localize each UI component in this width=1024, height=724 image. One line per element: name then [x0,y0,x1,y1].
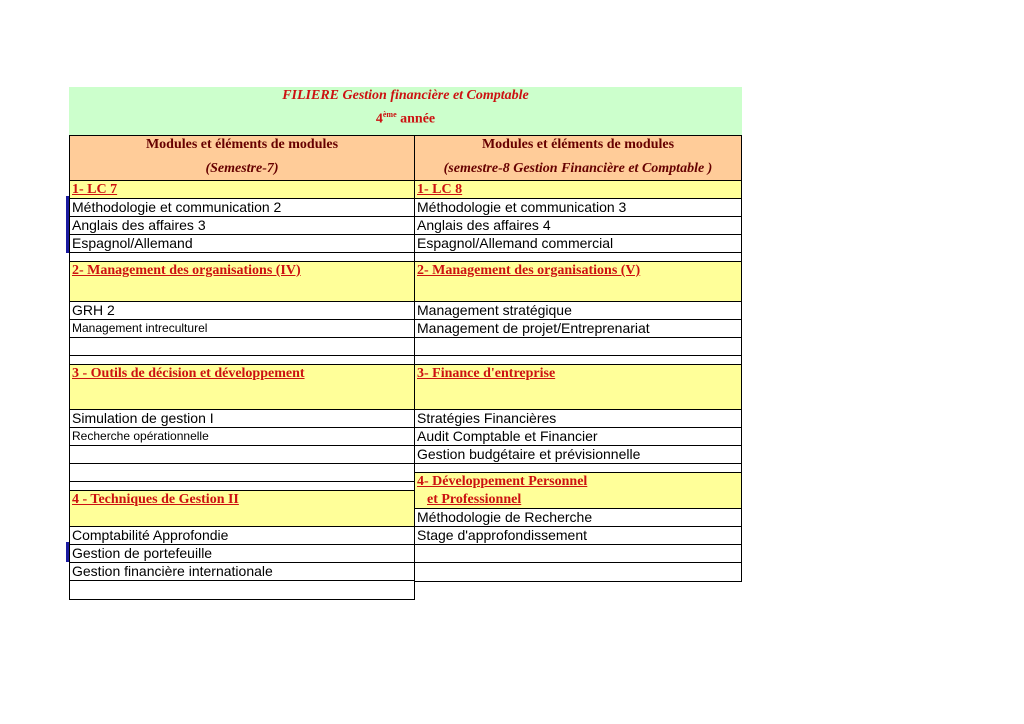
section-title-line2: et Professionnel [427,492,522,507]
module-item: Simulation de gestion I [70,410,414,428]
module-item: Gestion budgétaire et prévisionnelle [415,446,741,464]
right-header [415,136,741,181]
module-item: Méthodologie et communication 3 [415,199,741,217]
module-item: Espagnol/Allemand commercial [415,235,741,253]
left-header [70,136,414,181]
year-superscript: ème [382,110,397,119]
module-item: Méthodologie et communication 2 [70,199,414,217]
year-word: année [400,111,436,127]
spacer-row [70,356,414,365]
module-item: Management de projet/Entreprenariat [415,320,741,338]
right-header-line1: Modules et éléments de modules [481,137,675,152]
section-title-line1: 4- Développement Personnel [417,474,588,489]
right-header-line2: (semestre-8 Gestion Financière et Comptable ) [443,161,713,176]
module-item [415,545,741,563]
module-item [70,581,414,599]
module-item: Gestion financière internationale [70,563,414,581]
module-item: Management intreculturel [70,320,414,338]
section-title: 1- LC 7 [70,181,414,199]
section-title: 3- Finance d'entreprise [415,365,741,410]
module-item: Recherche opérationnelle [70,428,414,446]
spacer-row [70,253,414,262]
title-band [69,87,742,135]
left-header-line1: Modules et éléments de modules [145,137,339,152]
spacer-row [415,356,741,365]
module-item [70,446,414,464]
section-title [415,473,741,509]
spacer-row [415,464,741,473]
section-title: 4 - Techniques de Gestion II [70,491,414,527]
module-item: Stratégies Financières [415,410,741,428]
selection-marker [66,542,69,562]
module-item [70,338,414,356]
module-item: Espagnol/Allemand [70,235,414,253]
filiere-title: FILIERE Gestion financière et Comptable [282,88,529,103]
module-item: Anglais des affaires 4 [415,217,741,235]
section-title: 1- LC 8 [415,181,741,199]
module-item: Comptabilité Approfondie [70,527,414,545]
left-header-line2: (Semestre-7) [205,161,279,176]
semester-8-column [414,135,742,582]
semester-7-column [69,135,415,600]
module-item: Audit Comptable et Financier [415,428,741,446]
year-title [69,110,742,128]
section-title: 3 - Outils de décision et développement [70,365,414,410]
spacer-row [70,482,414,491]
spacer-row [415,253,741,262]
module-item [415,563,741,581]
module-item [415,338,741,356]
module-item: Stage d'approfondissement [415,527,741,545]
blank-row [70,464,414,482]
module-item: Méthodologie de Recherche [415,509,741,527]
module-item: Gestion de portefeuille [70,545,414,563]
section-title: 2- Management des organisations (V) [415,262,741,302]
year-number: 4 [375,111,383,127]
section-title: 2- Management des organisations (IV) [70,262,414,302]
selection-marker [66,196,69,253]
module-item: Management stratégique [415,302,741,320]
module-item: GRH 2 [70,302,414,320]
module-item: Anglais des affaires 3 [70,217,414,235]
